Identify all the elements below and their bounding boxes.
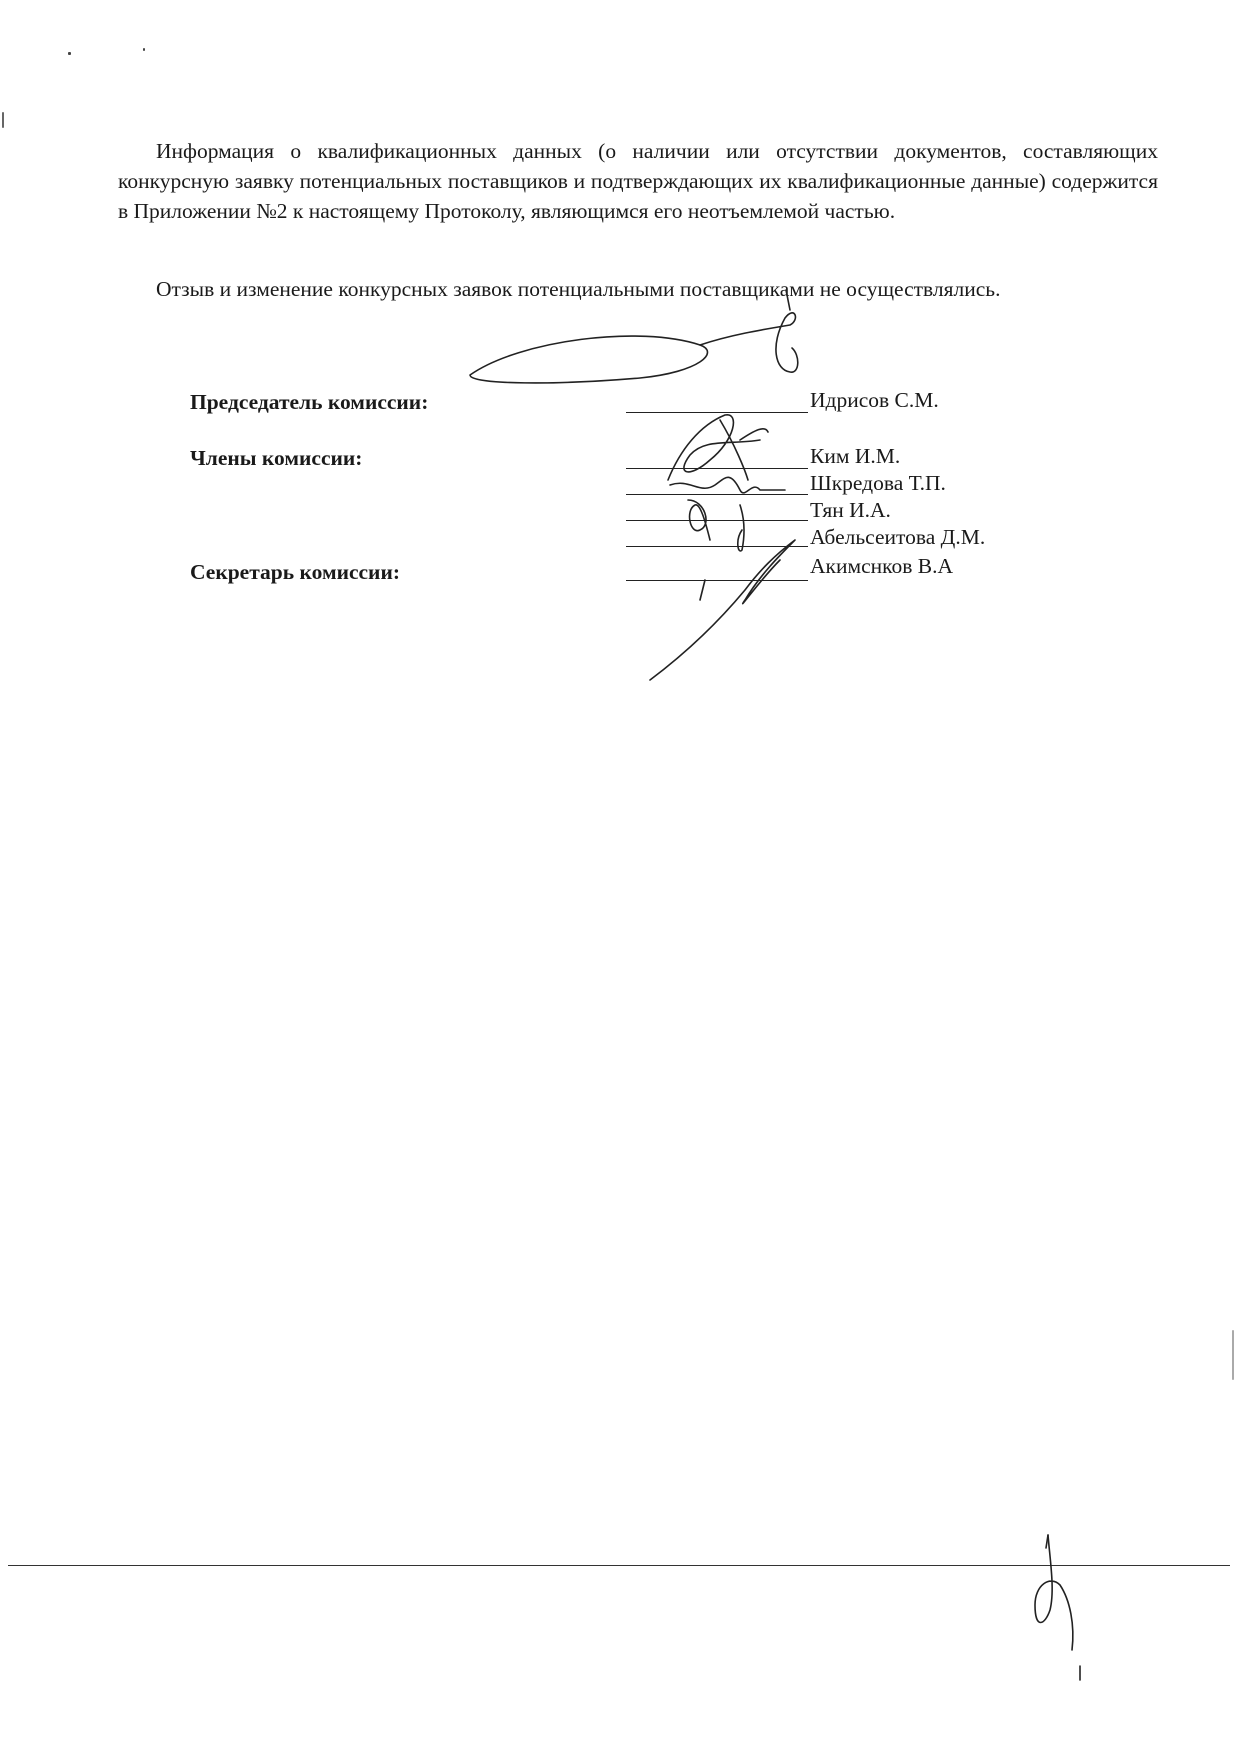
secretary-signature-line bbox=[626, 558, 808, 581]
scan-speck bbox=[1232, 1330, 1234, 1380]
scan-speck bbox=[68, 52, 71, 55]
withdrawal-info-paragraph: Отзыв и изменение конкурсных заявок потенциальными поставщиками не осуществлялись. bbox=[156, 277, 1001, 301]
member-name: Шкредова Т.П. bbox=[810, 471, 946, 495]
member-signature-line bbox=[626, 524, 808, 547]
secretary-name: Акимснков В.А bbox=[810, 554, 954, 578]
initials-signature bbox=[1046, 1535, 1048, 1548]
scan-speck bbox=[2, 112, 4, 128]
footer-rule bbox=[8, 1565, 1230, 1566]
member-name: Ким И.М. bbox=[810, 444, 901, 468]
member-signature-line bbox=[626, 498, 808, 521]
members-label: Члены комиссии: bbox=[190, 446, 363, 470]
chairman-name: Идрисов С.М. bbox=[810, 388, 939, 412]
chairman-label: Председатель комиссии: bbox=[190, 390, 429, 414]
initials-signature bbox=[1035, 1535, 1073, 1650]
chairman-signature bbox=[470, 336, 708, 383]
member-name: Абельсеитова Д.М. bbox=[810, 525, 986, 549]
member-name: Тян И.А. bbox=[810, 498, 891, 522]
member-signature-line bbox=[626, 472, 808, 495]
qualification-info-paragraph: Информация о квалификационных данных (о наличии или отсутствии документов, составляющих конкурсную заявку потенциальных поставщиков и подтверждающих их квалификационные данные) содержится в Приложении №2 к настоящему Протоколу, являющимся его неотъемлемой частью. bbox=[118, 139, 1158, 223]
scan-speck bbox=[143, 48, 145, 51]
chairman-signature bbox=[700, 313, 798, 372]
chairman-signature-line bbox=[626, 390, 808, 413]
secretary-signature bbox=[700, 580, 705, 600]
member-signature-line bbox=[626, 446, 808, 469]
secretary-label: Секретарь комиссии: bbox=[190, 560, 400, 584]
member-signature bbox=[740, 429, 768, 440]
